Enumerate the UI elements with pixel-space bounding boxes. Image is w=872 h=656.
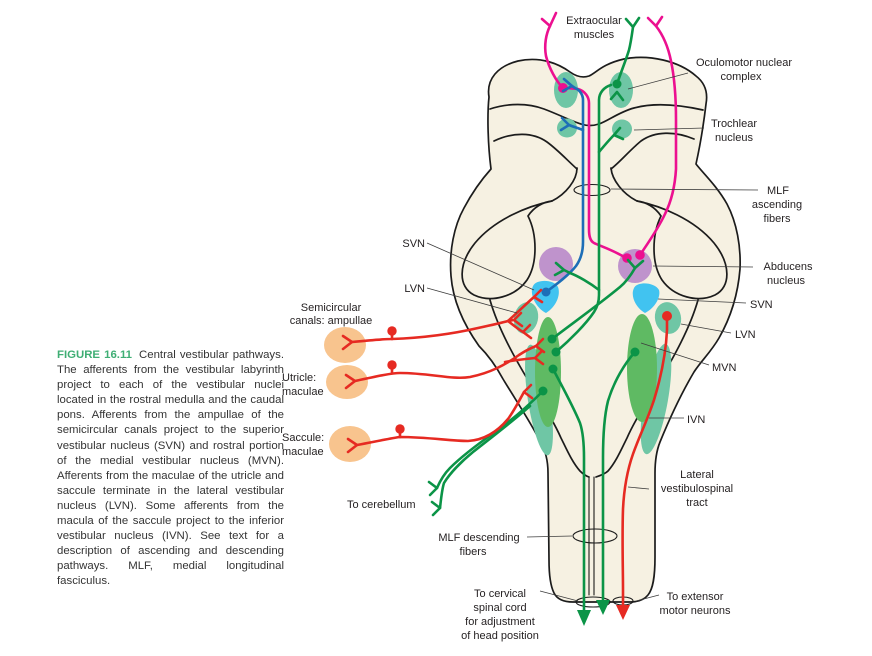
green-soma-oculomotor	[613, 80, 622, 89]
pink-soma-abducens-2	[635, 250, 645, 260]
green-soma-mvn-1	[548, 335, 557, 344]
label-oculomotor-1: Oculomotor nuclear	[696, 57, 792, 69]
figure-number: FIGURE 16.11	[57, 349, 133, 361]
green-arrowhead-left	[577, 610, 591, 626]
label-to-extensor-2: motor neurons	[659, 605, 731, 617]
green-cerebellum-fiber-2	[440, 406, 530, 508]
red-ganglion-soma-1	[387, 326, 396, 335]
label-mlf-ascending-2: ascending	[751, 199, 803, 211]
label-trochlear-1: Trochlear	[710, 118, 758, 130]
label-mlf-ascending-3: fibers	[763, 213, 791, 225]
label-lvn-left: LVN	[404, 283, 425, 295]
label-semicircular-2: canals: ampullae	[289, 315, 373, 327]
label-lateral-vestibulospinal-3: tract	[686, 497, 708, 509]
pink-terminal-extraocular-left	[542, 13, 556, 26]
label-saccule-2: maculae	[282, 446, 324, 458]
green-terminal-cerebellum-1	[429, 482, 437, 495]
oculomotor-right-nucleus	[609, 72, 633, 108]
figure-caption-text: Central vestibular pathways. The afferents from the vestibular labyrinth project to each of the vestibular nuclei located in the rostral medulla and the caudal pons. Afferents from the ampullae of the semicircular canals project to the superior vestibular nucleus (SVN) and rostral portion of the medial vestibular nucleus (MVN). Afferents from the maculae of the utricle and saccule terminate in the lateral vestibular nucleus (LVN). Some afferents from the macula of the saccule project to the inferior vestibular nucleus (IVN). See text for a description of ascending and descending pathways. MLF, medial longitudinal fasciculus.	[57, 349, 284, 588]
utricle-end-organ	[326, 365, 368, 399]
label-to-cerebellum: To cerebellum	[347, 499, 416, 511]
label-semicircular-1: Semicircular	[300, 302, 362, 314]
label-lateral-vestibulospinal-1: Lateral	[680, 469, 714, 481]
brainstem-silhouette	[451, 57, 741, 602]
label-to-cervical-1: To cervical	[474, 588, 526, 600]
green-terminal-cerebellum-2	[432, 502, 440, 515]
red-ganglion-soma-3	[395, 424, 404, 433]
label-abducens-1: Abducens	[763, 261, 813, 273]
green-soma-mvn-4	[539, 387, 548, 396]
vestibular-end-organs	[324, 327, 371, 462]
green-arrowhead-right	[596, 600, 610, 615]
label-abducens-2: nucleus	[767, 275, 805, 287]
figure-caption	[57, 348, 284, 590]
label-mvn-right: MVN	[712, 362, 737, 374]
label-to-extensor-1: To extensor	[666, 591, 724, 603]
blue-soma-svn	[542, 288, 551, 297]
label-to-cervical-2: spinal cord	[473, 602, 527, 614]
label-mlf-descending-2: fibers	[459, 546, 487, 558]
label-extraocular-1: Extraocular	[566, 15, 622, 27]
label-oculomotor-2: complex	[720, 71, 762, 83]
green-soma-mvn-3	[549, 365, 558, 374]
label-svn-left: SVN	[402, 238, 425, 250]
green-soma-mvn-2	[552, 348, 561, 357]
label-lvn-right: LVN	[735, 329, 756, 341]
label-ivn-right: IVN	[687, 414, 706, 426]
red-arrowhead	[616, 605, 630, 620]
label-utricle-2: maculae	[282, 386, 324, 398]
label-to-cervical-3: for adjustment	[465, 616, 535, 628]
green-soma-mvn-right	[631, 348, 640, 357]
label-mlf-ascending-1: MLF	[767, 185, 789, 197]
label-lateral-vestibulospinal-2: vestibulospinal	[660, 483, 734, 495]
label-to-cervical-4: of head position	[461, 630, 539, 642]
pink-terminal-extraocular-right	[648, 17, 662, 26]
red-afferent-saccule-path	[357, 392, 524, 445]
label-extraocular-2: muscles	[573, 29, 615, 41]
abducens-right-nucleus	[618, 249, 652, 283]
label-trochlear-2: nucleus	[715, 132, 753, 144]
brainstem	[451, 57, 741, 607]
label-utricle-1: Utricle:	[282, 372, 317, 384]
ampulla-end-organ	[324, 327, 366, 363]
red-ganglion-soma-2	[387, 360, 396, 369]
green-terminal-extraocular	[626, 18, 639, 27]
label-mlf-descending-1: MLF descending	[438, 532, 520, 544]
red-soma-lvn	[662, 311, 672, 321]
label-svn-right: SVN	[750, 299, 773, 311]
label-saccule-1: Saccule:	[282, 432, 325, 444]
